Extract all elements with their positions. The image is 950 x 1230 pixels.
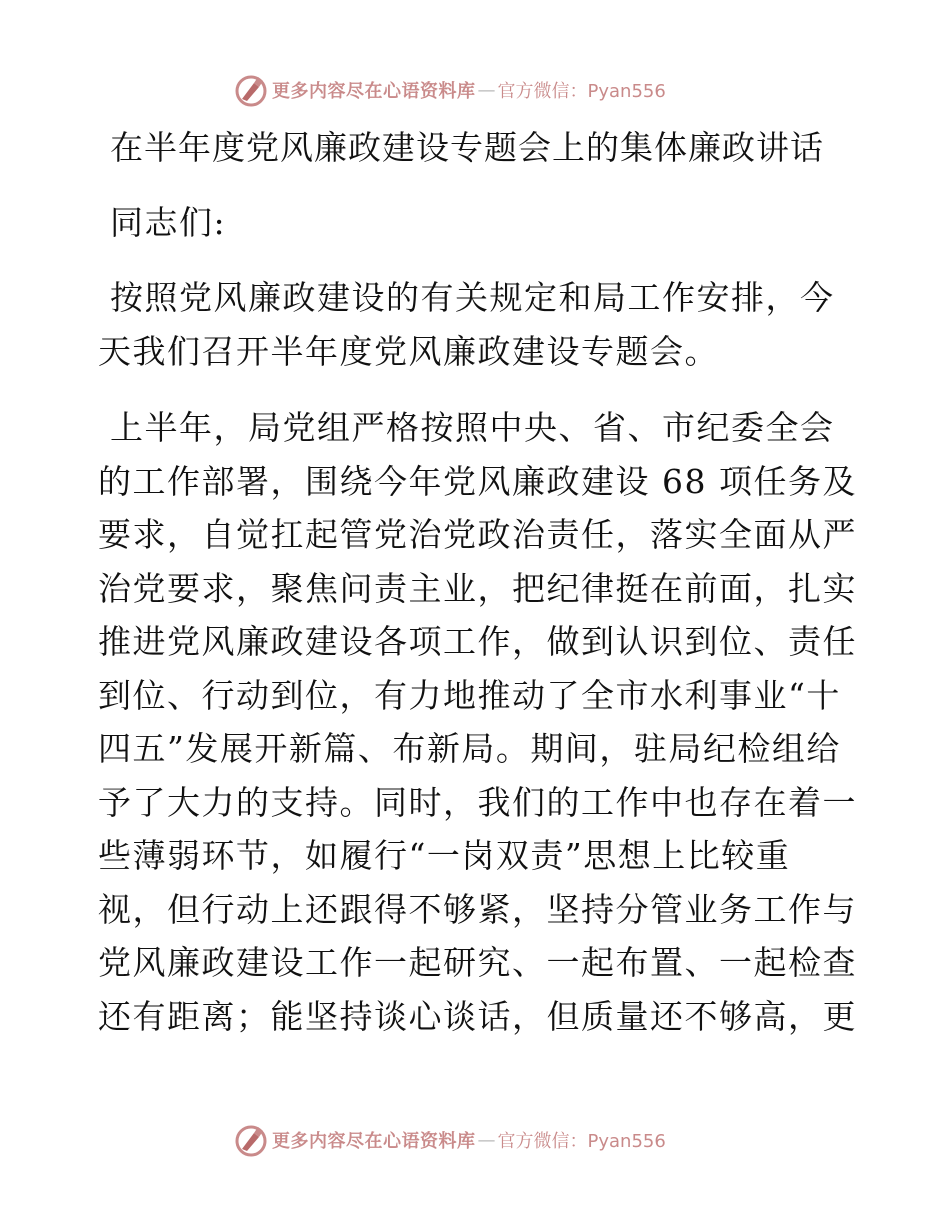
watermark-separator: — bbox=[477, 79, 496, 101]
paragraph-line: 视，但行动上还跟得不够紧，坚持分管业务工作与 bbox=[98, 890, 857, 929]
greeting: 同志们: bbox=[110, 203, 227, 242]
paragraph-line: 要求，自觉扛起管党治党政治责任，落实全面从严 bbox=[98, 515, 857, 554]
pen-logo-icon bbox=[234, 1123, 268, 1157]
paragraph-line: 上半年，局党组严格按照中央、省、市纪委全会 bbox=[110, 408, 835, 447]
paragraph-line: 推进党风廉政建设各项工作，做到认识到位、责任 bbox=[98, 622, 857, 661]
paragraph-line: 还有距离；能坚持谈心谈话，但质量还不够高，更 bbox=[98, 997, 857, 1036]
paragraph-line: 治党要求，聚焦问责主业，把纪律挺在前面，扎实 bbox=[98, 569, 857, 608]
paragraph-line: 天我们召开半年度党风廉政建设专题会。 bbox=[98, 332, 719, 371]
paragraph-line: 按照党风廉政建设的有关规定和局工作安排，今 bbox=[110, 278, 835, 317]
watermark-site-text: 更多内容尽在心语资料库 bbox=[272, 81, 476, 102]
paragraph-line: 些薄弱环节，如履行“一岗双责”思想上比较重 bbox=[98, 836, 791, 875]
paragraph-line: 予了大力的支持。同时，我们的工作中也存在着一 bbox=[98, 783, 857, 822]
watermark-banner-bottom bbox=[234, 1122, 666, 1158]
paragraph-line: 四五”发展开新篇、布新局。期间，驻局纪检组给 bbox=[98, 729, 841, 768]
pen-logo-icon bbox=[234, 73, 268, 107]
watermark-wechat-text: 官方微信：Pyan556 bbox=[497, 1131, 666, 1152]
paragraph-line: 的工作部署，围绕今年党风廉政建设 68 项任务及 bbox=[98, 462, 857, 501]
watermark-banner-top bbox=[234, 72, 666, 108]
document-title: 在半年度党风廉政建设专题会上的集体廉政讲话 bbox=[110, 128, 824, 167]
watermark-separator: — bbox=[477, 1129, 496, 1151]
paragraph-line: 到位、行动到位，有力地推动了全市水利事业“十 bbox=[98, 676, 841, 715]
watermark-wechat-text: 官方微信：Pyan556 bbox=[497, 81, 666, 102]
paragraph-line: 党风廉政建设工作一起研究、一起布置、一起检查 bbox=[98, 943, 857, 982]
watermark-site-text: 更多内容尽在心语资料库 bbox=[272, 1131, 476, 1152]
